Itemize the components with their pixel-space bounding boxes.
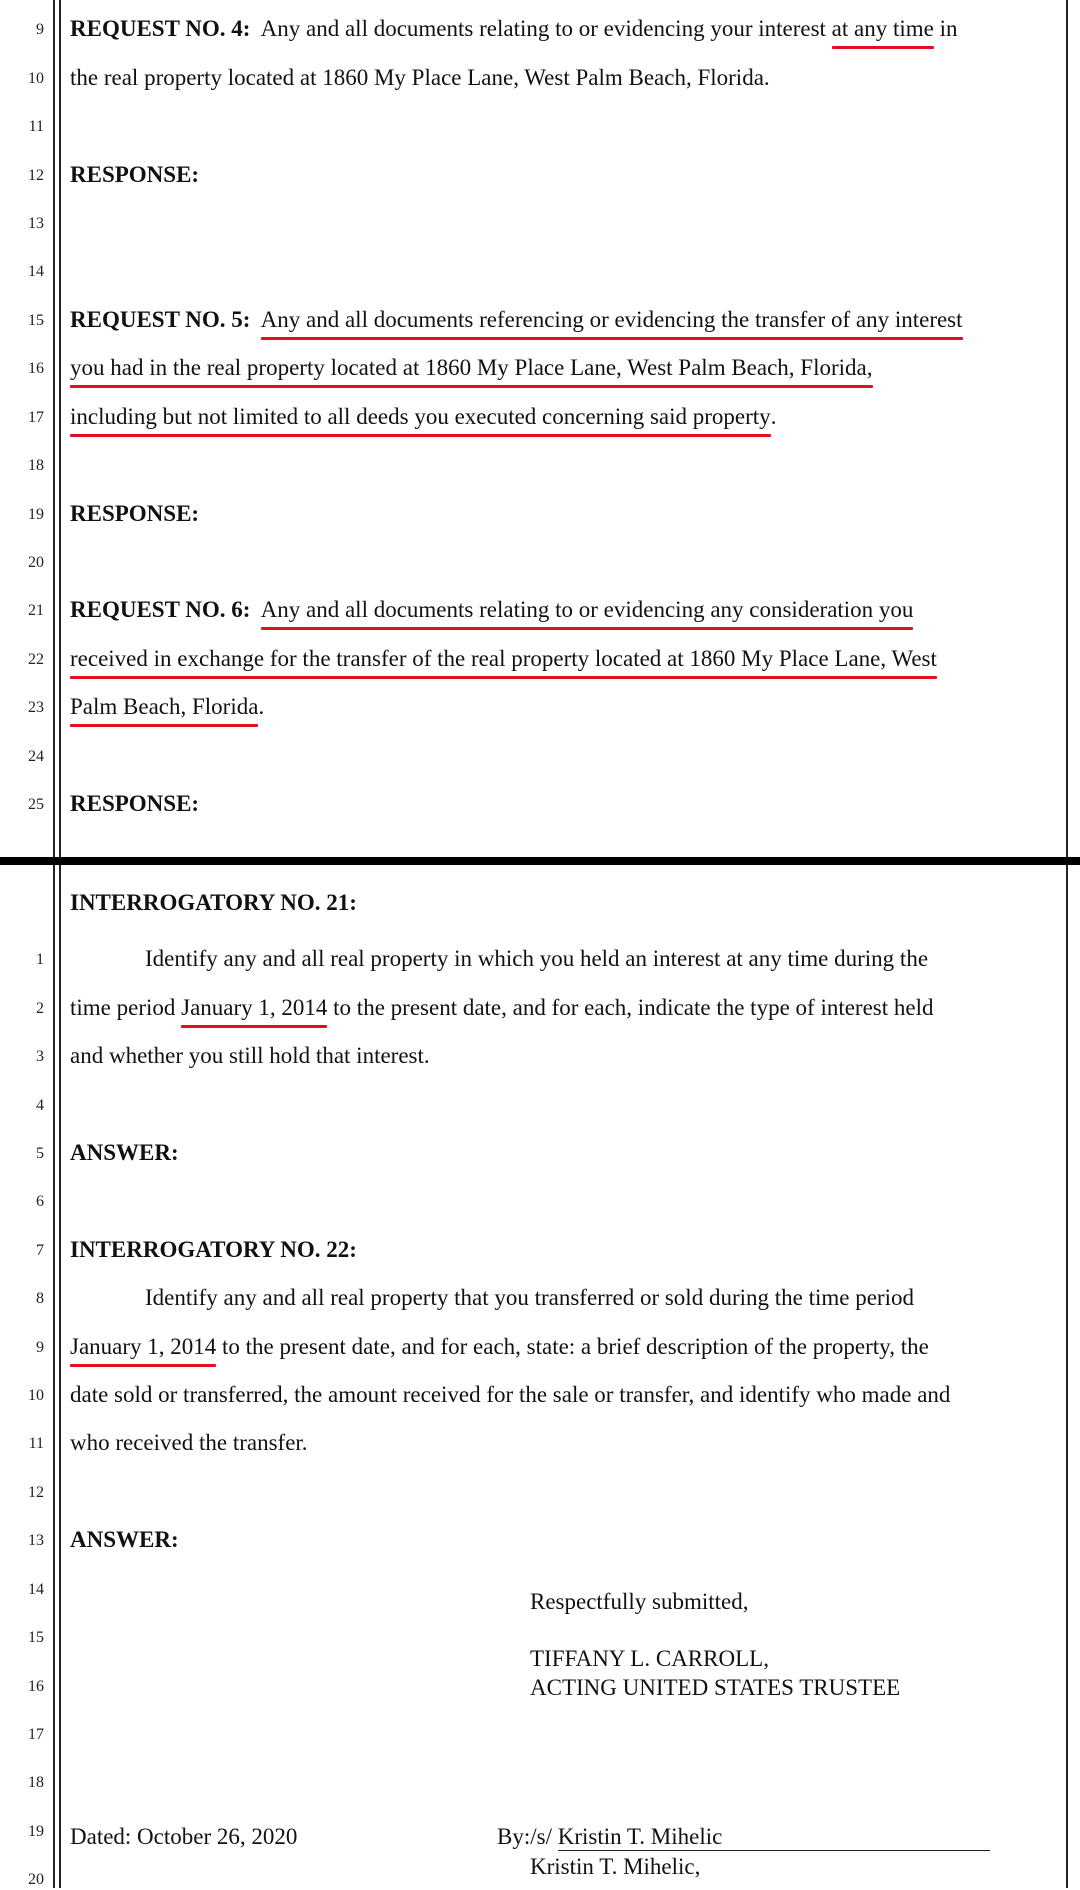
line-number: 1 bbox=[36, 951, 44, 968]
line-number: 20 bbox=[28, 554, 44, 571]
interrogatory-21-heading: INTERROGATORY NO. 21: bbox=[70, 890, 357, 915]
highlighted-phrase: received in exchange for the transfer of the real property located at 1860 My Place Lane, West bbox=[70, 646, 937, 671]
request-6-label: REQUEST NO. 6: bbox=[70, 597, 251, 622]
line-number: 10 bbox=[28, 70, 44, 87]
highlighted-phrase: Any and all documents relating to or evidencing any consideration you bbox=[260, 597, 914, 622]
page-separator bbox=[0, 857, 1080, 865]
response-label: RESPONSE: bbox=[70, 501, 200, 526]
highlighted-phrase: Palm Beach, Florida bbox=[70, 694, 259, 719]
highlighted-phrase: Any and all documents referencing or evidencing the transfer of any interest bbox=[260, 307, 963, 332]
line-number: 13 bbox=[28, 215, 44, 232]
request-4-line-1: REQUEST NO. 4: Any and all documents relating to or evidencing your interest at any time in bbox=[70, 16, 958, 41]
dated-line: Dated: October 26, 2020 bbox=[70, 1824, 298, 1849]
response-label: RESPONSE: bbox=[70, 791, 200, 816]
request-5-line-1 bbox=[70, 305, 963, 335]
interrogatory-22-line-2: January 1, 2014 to the present date, and for each, state: a brief description of the property, the bbox=[70, 1334, 929, 1359]
highlighted-phrase: at any time bbox=[831, 16, 934, 41]
request-4-line-2: the real property located at 1860 My Place Lane, West Palm Beach, Florida. bbox=[70, 65, 770, 90]
highlighted-phrase: including but not limited to all deeds you executed concerning said property bbox=[70, 404, 771, 429]
request-5-line-2 bbox=[70, 353, 873, 383]
interrogatory-22-line-3: date sold or transferred, the amount received for the sale or transfer, and identify who made and bbox=[70, 1382, 951, 1407]
request-6-line-1 bbox=[70, 595, 913, 625]
interrogatory-22-line-1: Identify any and all real property that you transferred or sold during the time period bbox=[145, 1285, 914, 1310]
response-label: RESPONSE: bbox=[70, 162, 200, 187]
line-number: 21 bbox=[28, 602, 44, 619]
interrogatory-21-line-2: time period January 1, 2014 to the present date, and for each, indicate the type of interest held bbox=[70, 995, 934, 1020]
line-number: 22 bbox=[28, 651, 44, 668]
highlighted-date: January 1, 2014 bbox=[70, 1334, 217, 1359]
line-number: 12 bbox=[28, 167, 44, 184]
line-number: 16 bbox=[28, 360, 44, 377]
line-number: 13 bbox=[28, 1532, 44, 1549]
line-number: 12 bbox=[28, 1484, 44, 1501]
request-4-label: REQUEST NO. 4: bbox=[70, 16, 251, 41]
line-number: 3 bbox=[36, 1048, 44, 1065]
line-number: 15 bbox=[28, 312, 44, 329]
request-5-line-3: including but not limited to all deeds you executed concerning said property. bbox=[70, 404, 777, 429]
left-margin-rule-lower bbox=[53, 865, 55, 1888]
answer-label: ANSWER: bbox=[70, 1527, 179, 1552]
line-number: 23 bbox=[28, 699, 44, 716]
line-number: 2 bbox=[36, 1000, 44, 1017]
interrogatory-21-line-1: Identify any and all real property in which you held an interest at any time during the bbox=[145, 946, 929, 971]
line-number: 15 bbox=[28, 1629, 44, 1646]
trustee-title: ACTING UNITED STATES TRUSTEE bbox=[530, 1675, 901, 1700]
request-6-line-3: Palm Beach, Florida. bbox=[70, 694, 265, 719]
line-number: 10 bbox=[28, 1387, 44, 1404]
closing-text: Respectfully submitted, bbox=[530, 1589, 749, 1614]
left-margin-rule-lower-inner bbox=[59, 865, 61, 1888]
line-number: 11 bbox=[28, 118, 44, 135]
line-number: 16 bbox=[28, 1678, 44, 1695]
line-number: 6 bbox=[36, 1193, 44, 1210]
request-6-line-2 bbox=[70, 644, 937, 674]
highlighted-phrase: you had in the real property located at 1860 My Place Lane, West Palm Beach, Florida, bbox=[70, 355, 873, 380]
line-number: 14 bbox=[28, 263, 44, 280]
line-number: 20 bbox=[28, 1871, 44, 1888]
signature-by-line: By:/s/ Kristin T. Mihelic bbox=[497, 1824, 723, 1849]
signer-name: Kristin T. Mihelic, bbox=[530, 1854, 701, 1879]
line-number: 11 bbox=[28, 1435, 44, 1452]
highlighted-date: January 1, 2014 bbox=[181, 995, 328, 1020]
line-number: 9 bbox=[36, 1339, 44, 1356]
line-number: 9 bbox=[36, 21, 44, 38]
signature-rule bbox=[558, 1850, 990, 1851]
line-number: 19 bbox=[28, 1823, 44, 1840]
interrogatory-21-line-3: and whether you still hold that interest. bbox=[70, 1043, 430, 1068]
line-number: 5 bbox=[36, 1145, 44, 1162]
left-margin-rule bbox=[53, 0, 55, 858]
left-margin-rule-inner bbox=[59, 0, 61, 858]
interrogatory-22-line-4: who received the transfer. bbox=[70, 1430, 308, 1455]
line-number: 17 bbox=[28, 1726, 44, 1743]
line-number: 19 bbox=[28, 506, 44, 523]
line-number: 17 bbox=[28, 409, 44, 426]
line-number: 24 bbox=[28, 748, 44, 765]
line-number: 4 bbox=[36, 1097, 44, 1114]
line-number: 18 bbox=[28, 1774, 44, 1791]
line-number: 18 bbox=[28, 457, 44, 474]
right-margin-rule bbox=[1066, 0, 1068, 858]
line-number: 7 bbox=[36, 1242, 44, 1259]
answer-label: ANSWER: bbox=[70, 1140, 179, 1165]
line-number: 14 bbox=[28, 1581, 44, 1598]
right-margin-rule-lower bbox=[1066, 865, 1068, 1888]
request-5-label: REQUEST NO. 5: bbox=[70, 307, 251, 332]
line-number: 25 bbox=[28, 796, 44, 813]
line-number: 8 bbox=[36, 1290, 44, 1307]
interrogatory-22-heading: INTERROGATORY NO. 22: bbox=[70, 1237, 357, 1262]
trustee-name: TIFFANY L. CARROLL, bbox=[530, 1646, 769, 1671]
